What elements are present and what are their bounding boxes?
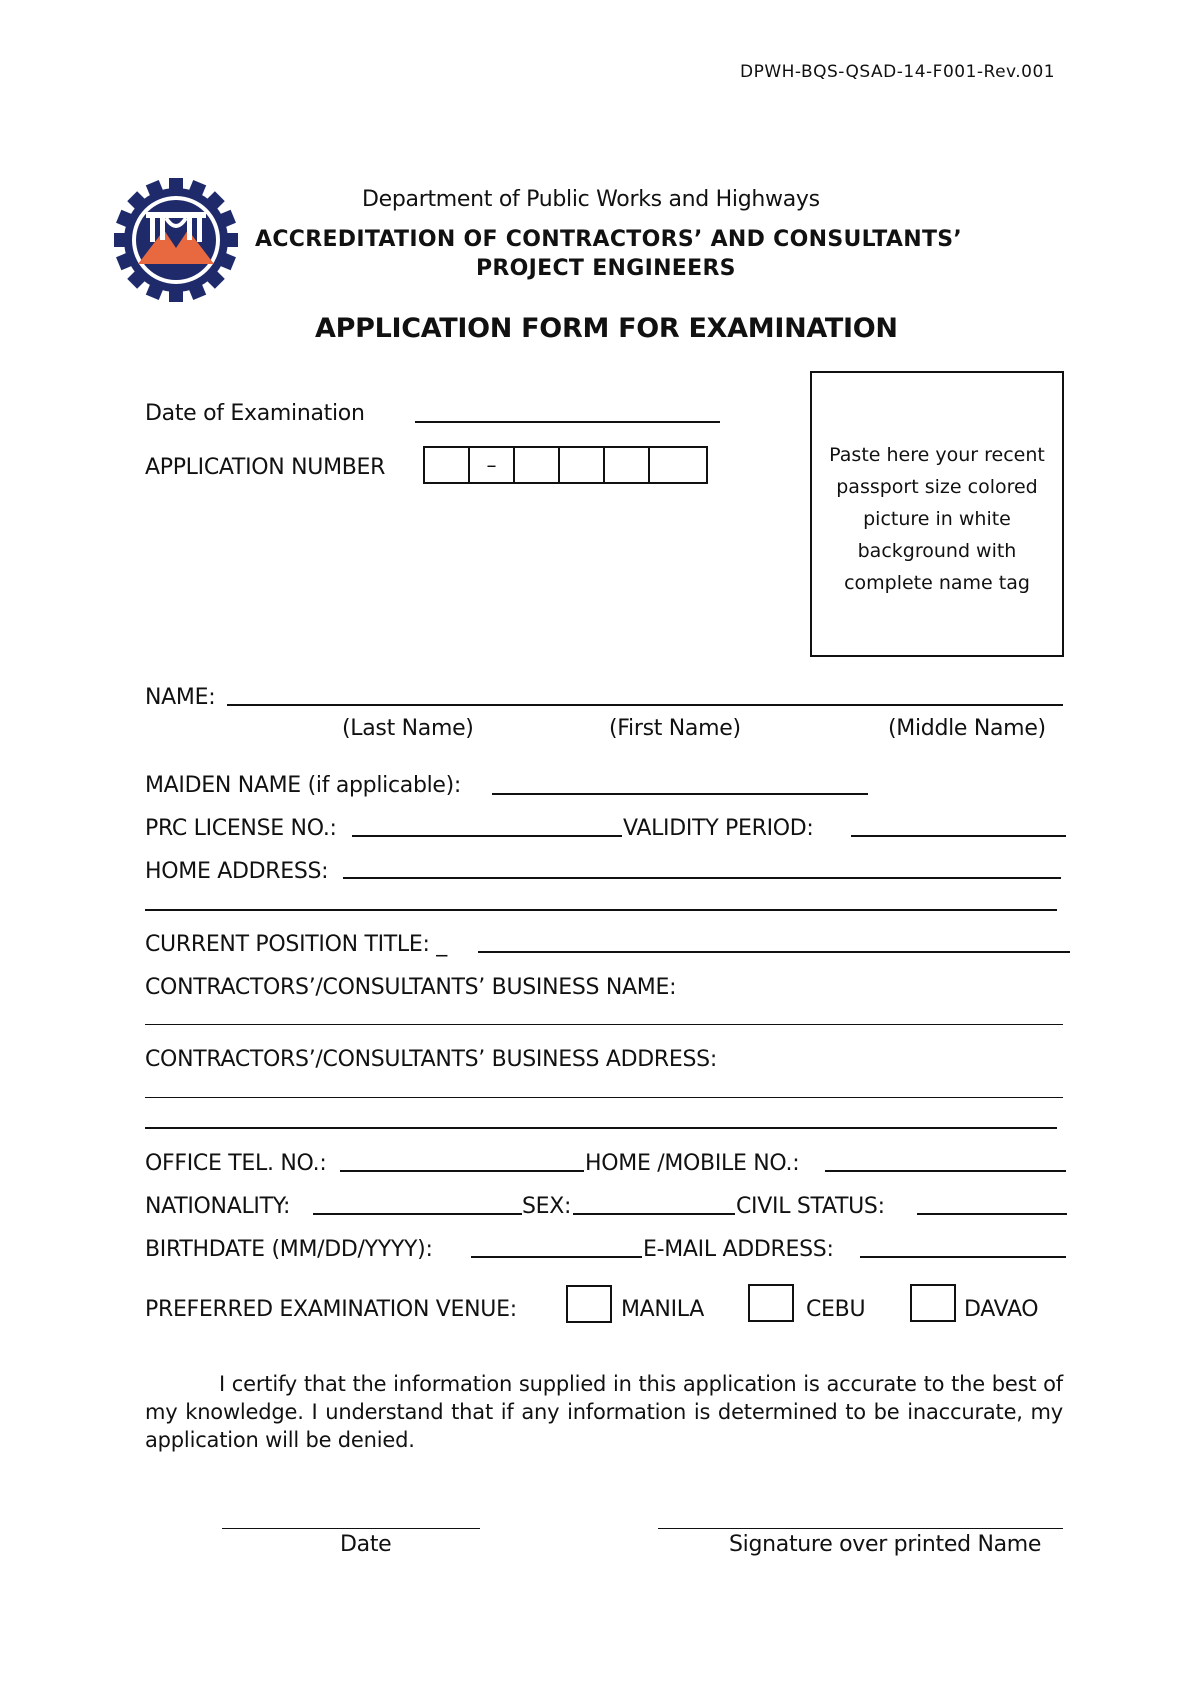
photo-instruction-line: background with [857,540,1017,562]
home-address-field[interactable] [343,877,1061,879]
signature-field[interactable] [658,1528,1063,1529]
home-address-label: HOME ADDRESS: [145,859,329,884]
photo-instruction-line: Paste here your recent [829,444,1045,466]
app-number-cell[interactable] [515,448,560,482]
nationality-label: NATIONALITY: [145,1194,291,1219]
cebu-checkbox[interactable] [748,1284,794,1322]
photo-box[interactable] [810,371,1064,657]
venue-cebu-label: CEBU [806,1297,866,1322]
venue-manila-label: MANILA [621,1297,704,1322]
current-position-label: CURRENT POSITION TITLE: _ [145,932,447,957]
first-name-caption: (First Name) [609,716,741,741]
photo-instruction-line: picture in white [863,508,1011,530]
signature-caption: Signature over printed Name [729,1532,1042,1557]
header-title-line1: ACCREDITATION OF CONTRACTORS’ AND CONSULTANTS’ [255,227,963,252]
certification-statement: I certify that the information supplied in this application is accurate to the best of my knowledge. I understand that if any information is determined to be inaccurate, my application will be denied. [145,1372,1063,1452]
validity-period-label: VALIDITY PERIOD: [623,816,814,841]
davao-checkbox[interactable] [910,1284,956,1322]
civil-status-label: CIVIL STATUS: [736,1194,885,1219]
date-caption: Date [340,1532,392,1557]
dpwh-seal-logo [114,178,238,302]
app-number-cell[interactable] [605,448,650,482]
maiden-name-label: MAIDEN NAME (if applicable): [145,773,462,798]
business-address-label: CONTRACTORS’/CONSULTANTS’ BUSINESS ADDRESS: [145,1047,717,1072]
sex-field[interactable] [573,1213,735,1215]
preferred-venue-label: PREFERRED EXAMINATION VENUE: [145,1297,517,1322]
middle-name-caption: (Middle Name) [888,716,1046,741]
venue-davao-label: DAVAO [964,1297,1039,1322]
email-field[interactable] [860,1256,1066,1258]
date-signature-field[interactable] [222,1528,480,1529]
app-number-separator: – [470,448,515,482]
app-number-cell[interactable] [560,448,605,482]
business-name-label: CONTRACTORS’/CONSULTANTS’ BUSINESS NAME: [145,975,677,1000]
header-title-line2: PROJECT ENGINEERS [476,256,736,281]
validity-period-field[interactable] [851,835,1066,837]
name-label: NAME: [145,685,216,710]
photo-instruction-line: passport size colored [836,476,1038,498]
prc-license-label: PRC LICENSE NO.: [145,816,337,841]
photo-instruction-line: complete name tag [844,572,1030,594]
date-of-examination-field[interactable] [415,421,720,423]
manila-checkbox[interactable] [566,1285,612,1323]
date-of-examination-label: Date of Examination [145,401,365,426]
name-field[interactable] [227,704,1063,706]
email-label: E-MAIL ADDRESS: [643,1237,834,1262]
business-address-field-line2[interactable] [145,1127,1057,1129]
maiden-name-field[interactable] [492,793,868,795]
current-position-field[interactable] [478,951,1070,953]
last-name-caption: (Last Name) [342,716,474,741]
office-tel-label: OFFICE TEL. NO.: [145,1151,327,1176]
home-address-field-line2[interactable] [145,909,1057,911]
birthdate-field[interactable] [471,1256,642,1258]
business-address-field[interactable] [145,1097,1063,1098]
document-code: DPWH-BQS-QSAD-14-F001-Rev.001 [740,62,1056,82]
civil-status-field[interactable] [917,1213,1067,1215]
application-number-label: APPLICATION NUMBER [145,455,386,480]
app-number-cell[interactable] [650,448,695,482]
prc-license-field[interactable] [352,835,622,837]
home-mobile-label: HOME /MOBILE NO.: [585,1151,800,1176]
application-number-boxes[interactable] [423,446,708,484]
business-name-field[interactable] [145,1024,1063,1025]
home-mobile-field[interactable] [825,1170,1066,1172]
nationality-field[interactable] [313,1213,522,1215]
app-number-cell[interactable] [425,448,470,482]
office-tel-field[interactable] [340,1170,584,1172]
birthdate-label: BIRTHDATE (MM/DD/YYYY): [145,1237,433,1262]
form-title: APPLICATION FORM FOR EXAMINATION [315,313,898,344]
agency-name: Department of Public Works and Highways [362,187,820,212]
sex-label: SEX: [522,1194,572,1219]
